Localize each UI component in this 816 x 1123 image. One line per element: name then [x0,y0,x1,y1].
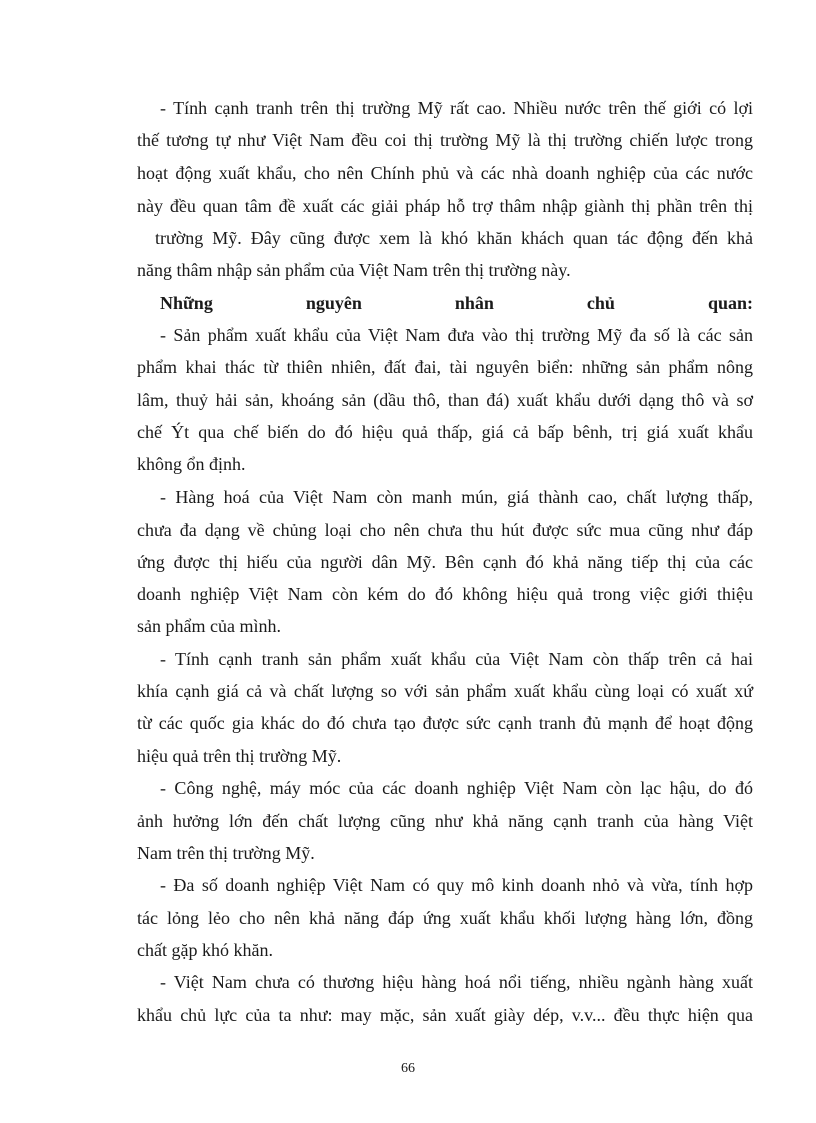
paragraph-line: hiệu quả trên thị trường Mỹ. [137,746,342,766]
section-heading: Những nguyên nhân chủ quan: [160,293,753,313]
paragraph-line: lâm, thuỷ hải sản, khoáng sản (dầu thô, than đá) xuất khẩu dưới dạng thô và sơ [137,390,753,410]
paragraph-line: - Việt Nam chưa có thương hiệu hàng hoá nổi tiếng, nhiều ngành hàng xuất [160,972,753,992]
paragraph-line: chất gặp khó khăn. [137,940,273,960]
paragraph-line: sản phẩm của mình. [137,616,281,636]
paragraph-line: - Tính cạnh tranh trên thị trường Mỹ rất cao. Nhiều nước trên thế giới có lợi [160,98,753,118]
paragraph-line: này đều quan tâm đề xuất các giải pháp hỗ trợ thâm nhập giành thị phần trên thị [137,196,753,216]
paragraph-line: - Đa số doanh nghiệp Việt Nam có quy mô kinh doanh nhỏ và vừa, tính hợp [160,875,753,895]
paragraph-line: chế Ýt qua chế biến do đó hiệu quả thấp, giá cả bấp bênh, trị giá xuất khẩu [137,422,753,442]
paragraph-line: - Hàng hoá của Việt Nam còn manh mún, giá thành cao, chất lượng thấp, [160,487,753,507]
paragraph-line: khẩu chủ lực của ta như: may mặc, sản xuất giày dép, v.v... đều thực hiện qua [137,1005,753,1025]
paragraph-line: ảnh hưởng lớn đến chất lượng cũng như khả năng cạnh tranh của hàng Việt [137,811,753,831]
paragraph-line: không ổn định. [137,454,246,474]
paragraph-line: Nam trên thị trường Mỹ. [137,843,315,863]
paragraph-line: - Tính cạnh tranh sản phẩm xuất khẩu của Việt Nam còn thấp trên cả hai [160,649,753,669]
page-number: 66 [401,1061,415,1076]
paragraph-line: từ các quốc gia khác do đó chưa tạo được sức cạnh tranh đủ mạnh để hoạt động [137,713,753,733]
paragraph-line: ứng được thị hiếu của người dân Mỹ. Bên cạnh đó khả năng tiếp thị của các [137,552,753,572]
paragraph-line: thế tương tự như Việt Nam đều coi thị trường Mỹ là thị trường chiến lược trong [137,130,753,150]
paragraph-line: năng thâm nhập sản phẩm của Việt Nam trên thị trường này. [137,260,571,280]
paragraph-line: chưa đa dạng về chủng loại cho nên chưa thu hút được sức mua cũng như đáp [137,520,753,540]
paragraph-line: trường Mỹ. Đây cũng được xem là khó khăn khách quan tác động đến khả [155,228,753,248]
paragraph-line: khía cạnh giá cả và chất lượng so với sản phẩm xuất khẩu cùng loại có xuất xứ [137,681,753,701]
paragraph-line: tác lỏng lẻo cho nên khả năng đáp ứng xuất khẩu khối lượng hàng lớn, đồng [137,908,753,928]
paragraph-line: hoạt động xuất khẩu, cho nên Chính phủ và các nhà doanh nghiệp của các nước [137,163,753,183]
paragraph-line: - Sản phẩm xuất khẩu của Việt Nam đưa vào thị trường Mỹ đa số là các sản [160,325,753,345]
paragraph-line: - Công nghệ, máy móc của các doanh nghiệp Việt Nam còn lạc hậu, do đó [160,778,753,798]
paragraph-line: phẩm khai thác từ thiên nhiên, đất đai, tài nguyên biển: những sản phẩm nông [137,357,753,377]
paragraph-line: doanh nghiệp Việt Nam còn kém do đó không hiệu quả trong việc giới thiệu [137,584,753,604]
